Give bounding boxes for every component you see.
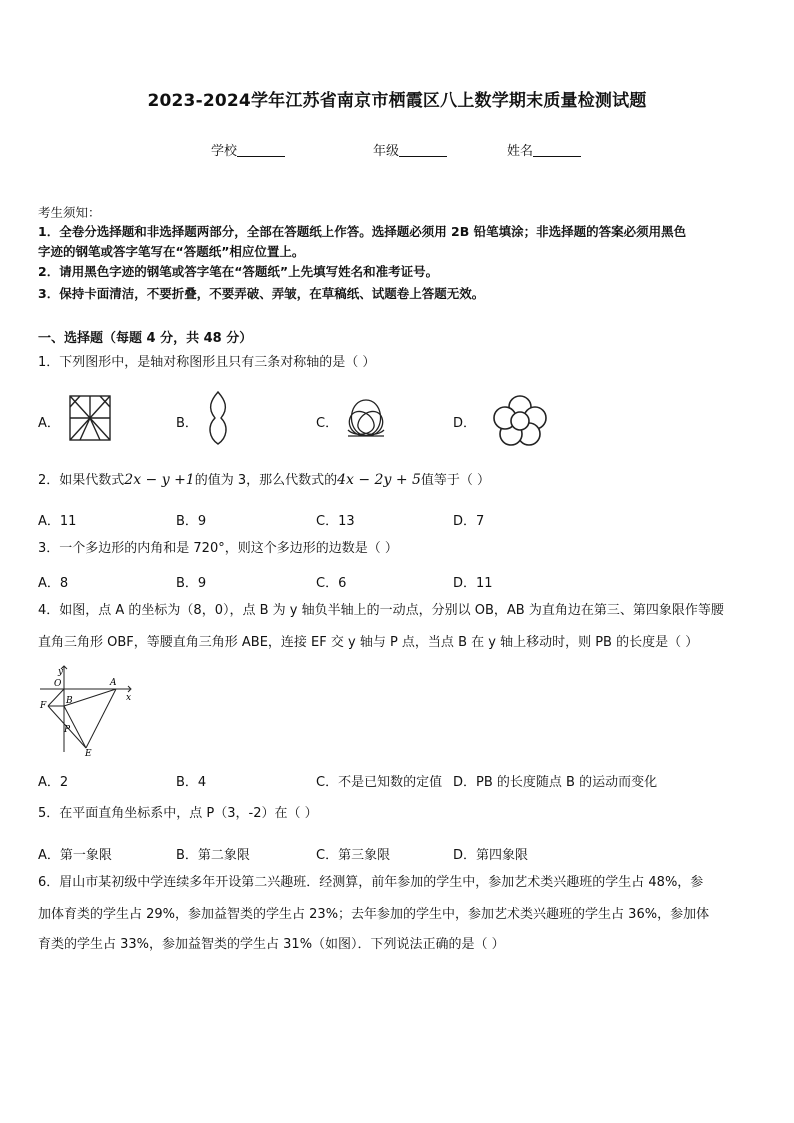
expression-2x-minus-y-plus-1: 2x − y +1 bbox=[124, 472, 195, 488]
question-2-option-c: C．13 bbox=[316, 514, 355, 529]
coordinate-geometry-figure bbox=[38, 664, 138, 756]
question-1-option-c-label: C． bbox=[316, 416, 339, 431]
question-1-option-a-label: A． bbox=[38, 416, 60, 431]
school-label: 学校 bbox=[211, 144, 238, 159]
label-b: B bbox=[66, 696, 73, 706]
question-3-option-c: C．6 bbox=[316, 576, 347, 591]
question-4-option-b: B．4 bbox=[176, 775, 207, 790]
question-5-stem: 5．在平面直角坐标系中，点 P（3，-2）在（ ） bbox=[38, 806, 318, 821]
notice-item-1-line-1: 1．全卷分选择题和非选择题两部分，全部在答题纸上作答。选择题必须用 2B 铅笔填涂；非选择题的答案必须用黑色 bbox=[38, 224, 687, 239]
grade-blank[interactable] bbox=[399, 144, 447, 157]
label-x: x bbox=[126, 693, 132, 703]
question-2-option-b: B．9 bbox=[176, 514, 207, 529]
tangram-figure-icon bbox=[68, 394, 112, 442]
question-2-option-a: A．11 bbox=[38, 514, 77, 529]
notice-item-3: 3．保持卡面清洁，不要折叠，不要弄破、弄皱，在草稿纸、试题卷上答题无效。 bbox=[38, 286, 485, 301]
question-4-line-2: 直角三角形 OBF，等腰直角三角形 ABE，连接 EF 交 y 轴与 P 点，当点 B 在 y 轴上移动时，则 PB 的长度是（ ） bbox=[38, 635, 699, 650]
question-4-option-a: A．2 bbox=[38, 775, 69, 790]
question-1-option-b-label: B． bbox=[176, 416, 198, 431]
question-5-option-d: D．第四象限 bbox=[453, 848, 529, 863]
label-f: F bbox=[40, 701, 47, 711]
question-5-option-a: A．第一象限 bbox=[38, 848, 112, 863]
label-y: y bbox=[58, 667, 64, 677]
question-3-option-a: A．8 bbox=[38, 576, 69, 591]
curved-vase-figure-icon bbox=[203, 390, 233, 446]
question-2-post: 值等于（ ） bbox=[420, 473, 491, 488]
name-blank[interactable] bbox=[533, 144, 581, 157]
notice-item-2: 2．请用黑色字迹的钢笔或答字笔在“答题纸”上先填写姓名和准考证号。 bbox=[38, 264, 439, 279]
question-3-option-d: D．11 bbox=[453, 576, 493, 591]
notice-item-1-line-2: 字迹的钢笔或答字笔写在“答题纸”相应位置上。 bbox=[38, 244, 305, 259]
label-o: O bbox=[54, 679, 62, 689]
school-blank[interactable] bbox=[237, 144, 285, 157]
question-1-stem: 1．下列图形中，是轴对称图形且只有三条对称轴的是（ ） bbox=[38, 355, 376, 370]
grade-field bbox=[373, 140, 447, 159]
question-2-option-d: D．7 bbox=[453, 514, 485, 529]
question-1-option-d-label: D． bbox=[453, 416, 477, 431]
section-heading: 一、选择题（每题 4 分，共 48 分） bbox=[38, 331, 253, 346]
question-4-option-d: D．PB 的长度随点 B 的运动而变化 bbox=[453, 775, 658, 790]
trefoil-knot-figure-icon bbox=[342, 396, 390, 440]
question-4-line-1: 4．如图，点 A 的坐标为（8，0），点 B 为 y 轴负半轴上的一动点，分别以 OB，AB 为直角边在第三、第四象限作等腰 bbox=[38, 603, 724, 618]
question-6-line-3: 育类的学生占 33%，参加益智类的学生占 31%（如图）．下列说法正确的是（ ） bbox=[38, 937, 505, 952]
question-4-option-c: C．不是已知数的定值 bbox=[316, 775, 443, 790]
name-label: 姓名 bbox=[507, 144, 534, 159]
name-field bbox=[507, 140, 581, 159]
label-e: E bbox=[85, 749, 92, 756]
expression-4x-minus-2y-plus-5: 4x − 2y + 5 bbox=[337, 472, 421, 488]
question-2-mid: 的值为 3，那么代数式的 bbox=[194, 473, 338, 488]
question-5-option-b: B．第二象限 bbox=[176, 848, 250, 863]
label-a: A bbox=[110, 678, 117, 688]
question-6-line-2: 加体育类的学生占 29%，参加益智类的学生占 23%；去年参加的学生中，参加艺术类兴趣班的学生占 36%，参加体 bbox=[38, 907, 710, 922]
question-3-option-b: B．9 bbox=[176, 576, 207, 591]
page-title: 2023-2024学年江苏省南京市栖霞区八上数学期末质量检测试题 bbox=[147, 91, 647, 111]
question-5-option-c: C．第三象限 bbox=[316, 848, 391, 863]
grade-label: 年级 bbox=[373, 144, 400, 159]
flower-figure-icon bbox=[492, 394, 548, 446]
notice-heading: 考生须知： bbox=[38, 205, 101, 220]
question-2-pre: 2．如果代数式 bbox=[38, 473, 125, 488]
question-3-stem: 3．一个多边形的内角和是 720°，则这个多边形的边数是（ ） bbox=[38, 541, 398, 556]
school-field bbox=[211, 140, 285, 159]
question-2-stem bbox=[38, 467, 760, 494]
label-p: P bbox=[64, 725, 71, 735]
question-6-line-1: 6．眉山市某初级中学连续多年开设第二兴趣班．经测算，前年参加的学生中，参加艺术类兴趣班的学生占 48%，参 bbox=[38, 875, 704, 890]
